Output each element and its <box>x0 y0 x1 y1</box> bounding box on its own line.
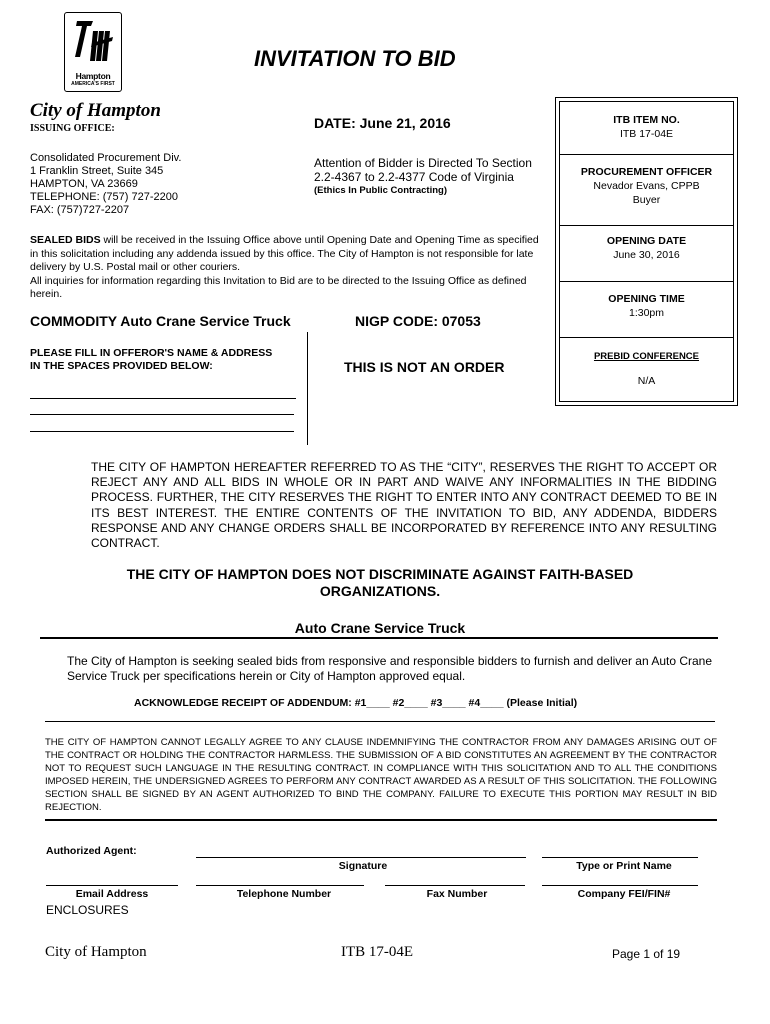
sealed-bids-text: will be received in the Issuing Office above until Opening Date and Opening Time as specified in this solicitation including any addenda issued by this office. The City of Hampton is not responsible for late delivery by U.S. Postal mail or other couriers. <box>30 234 539 273</box>
footer-city: City of Hampton <box>45 944 147 960</box>
offeror-instruction-line: PLEASE FILL IN OFFEROR'S NAME & ADDRESS <box>30 347 273 359</box>
solicitation-description: The City of Hampton is seeking sealed bids from responsive and responsible bidders to furnish and deliver an Auto Crane Service Truck per specifications herein or City of Hampton approved equal. <box>67 654 713 683</box>
offeror-address-field[interactable] <box>30 431 294 432</box>
telephone-field[interactable] <box>196 885 364 886</box>
city-logo <box>64 12 122 92</box>
fax-field[interactable] <box>385 885 525 886</box>
issuing-office-label: ISSUING OFFICE: <box>30 123 115 134</box>
page-number: Page 1 of 19 <box>612 947 681 961</box>
telephone-label: Telephone Number <box>236 888 332 900</box>
opening-date-value: June 30, 2016 <box>613 249 680 261</box>
email-field[interactable] <box>46 885 178 886</box>
prebid-conference-label: PREBID CONFERENCE <box>593 351 700 362</box>
email-label: Email Address <box>75 888 149 900</box>
not-an-order-notice: THIS IS NOT AN ORDER <box>344 359 505 375</box>
itb-item-label: ITB ITEM NO. <box>613 114 680 126</box>
sealed-bids-notice <box>30 234 540 302</box>
opening-date-label: OPENING DATE <box>606 235 687 247</box>
fein-label: Company FEI/FIN# <box>577 888 671 900</box>
subject-divider <box>40 637 718 639</box>
logo-tagline: AMERICA'S FIRST <box>71 81 115 87</box>
print-name-field[interactable] <box>542 857 698 858</box>
offeror-instruction-line: IN THE SPACES PROVIDED BELOW: <box>30 360 213 372</box>
authorized-agent-label: Authorized Agent: <box>46 845 137 857</box>
procurement-officer-name: Nevador Evans, CPPB <box>593 180 700 192</box>
offeror-name-field[interactable] <box>30 398 296 399</box>
bid-subject: Auto Crane Service Truck <box>294 620 466 636</box>
document-title: INVITATION TO BID <box>254 46 456 71</box>
attention-line: 2.2-4367 to 2.2-4377 Code of Virginia <box>314 170 514 184</box>
inquiries-text: All inquiries for information regarding this Invitation to Bid are to be directed to the Issuing Office as defined herein. <box>30 274 527 300</box>
itb-info-box <box>555 97 738 406</box>
offeror-divider <box>307 332 308 445</box>
address-line: TELEPHONE: (757) 727-2200 <box>30 191 178 203</box>
rights-reservation-paragraph: THE CITY OF HAMPTON HEREAFTER REFERRED TO AS THE “CITY”, RESERVES THE RIGHT TO ACCEPT OR REJECT ANY AND ALL BIDS IN WHOLE OR IN PART AND WAIVE ANY INFORMALITIES IN THE BIDDING PROCESS. FURTHER, THE CITY RESERVES THE RIGHT TO ENTER INTO ANY CONTRACT DEEMED TO BE IN ITS BEST INTEREST. THE ENTIRE CONTENTS OF THE INVITATION TO BID, ANY ADDENDA, BIDDERS RESPONSE AND ANY CHANGE ORDERS SHALL BE INCORPORATED BY REFERENCE INTO ANY RESULTING CONTRACT. <box>91 460 717 551</box>
opening-time-label: OPENING TIME <box>608 293 685 305</box>
addendum-acknowledgement[interactable]: ACKNOWLEDGE RECEIPT OF ADDENDUM: #1____ #2____ #3____ #4____ (Please Initial) <box>134 697 578 709</box>
issuer-city: City of Hampton <box>30 100 161 121</box>
section-divider <box>45 721 715 722</box>
address-line: HAMPTON, VA 23669 <box>30 178 138 190</box>
logo-text: Hampton <box>75 71 111 81</box>
itb-item-value: ITB 17-04E <box>619 128 674 140</box>
footer-itb-number: ITB 17-04E <box>341 944 414 960</box>
fein-field[interactable] <box>542 885 698 886</box>
procurement-officer-title: Buyer <box>632 194 661 206</box>
indemnification-notice: THE CITY OF HAMPTON CANNOT LEGALLY AGREE TO ANY CLAUSE INDEMNIFYING THE CONTRACTOR FROM ANY DAMAGES ARISING OUT OF THE CONTRACT OR HOLDING THE CONTRACTOR HARMLESS. THE SUBMISSION OF A BID CONSTITUTES AN AGREEMENT BY THE CONTRACTOR NOT TO REQUEST SUCH LANGUAGE IN THE RESULTING CONTRACT. IN COMPLIANCE WITH THIS SOLICITATION AND TO ALL THE CONDITIONS IMPOSED HEREIN, THE UNDERSIGNED AGREES TO PERFORM ANY CONTRACT AWARDED AS A RESULT OF THIS SOLICITATION. THE FOLLOWING SECTION SHALL BE SIGNED BY AN AGENT AUTHORIZED TO BIND THE COMPANY. FAILURE TO EXECUTE THIS PORTION MAY RESULT IN BID REJECTION. <box>45 737 717 813</box>
attention-line: Attention of Bidder is Directed To Section <box>314 156 532 170</box>
prebid-conference-value: N/A <box>637 375 656 387</box>
opening-time-value: 1:30pm <box>628 307 665 319</box>
address-line: Consolidated Procurement Div. <box>30 152 182 164</box>
signature-field[interactable] <box>196 857 526 858</box>
signature-label: Signature <box>338 860 388 872</box>
section-divider <box>45 819 717 821</box>
issue-date: DATE: June 21, 2016 <box>314 115 451 131</box>
sealed-bids-lead: SEALED BIDS <box>30 234 101 246</box>
nigp-code: NIGP CODE: 07053 <box>355 313 481 329</box>
attention-notice <box>314 156 532 184</box>
procurement-officer-label: PROCUREMENT OFFICER <box>580 166 713 178</box>
fax-label: Fax Number <box>426 888 488 900</box>
hampton-logo-mark-icon <box>71 17 117 67</box>
non-discrimination-notice: THE CITY OF HAMPTON DOES NOT DISCRIMINATE AGAINST FAITH-BASED ORGANIZATIONS. <box>126 566 634 599</box>
ethics-note: (Ethics In Public Contracting) <box>314 185 448 196</box>
offeror-instructions <box>30 347 272 373</box>
address-line: 1 Franklin Street, Suite 345 <box>30 165 164 177</box>
address-line: FAX: (757)727-2207 <box>30 204 130 216</box>
print-name-label: Type or Print Name <box>576 860 672 872</box>
enclosures-label: ENCLOSURES <box>46 903 129 917</box>
commodity-title: COMMODITY Auto Crane Service Truck <box>30 313 291 329</box>
offeror-address-field[interactable] <box>30 414 294 415</box>
